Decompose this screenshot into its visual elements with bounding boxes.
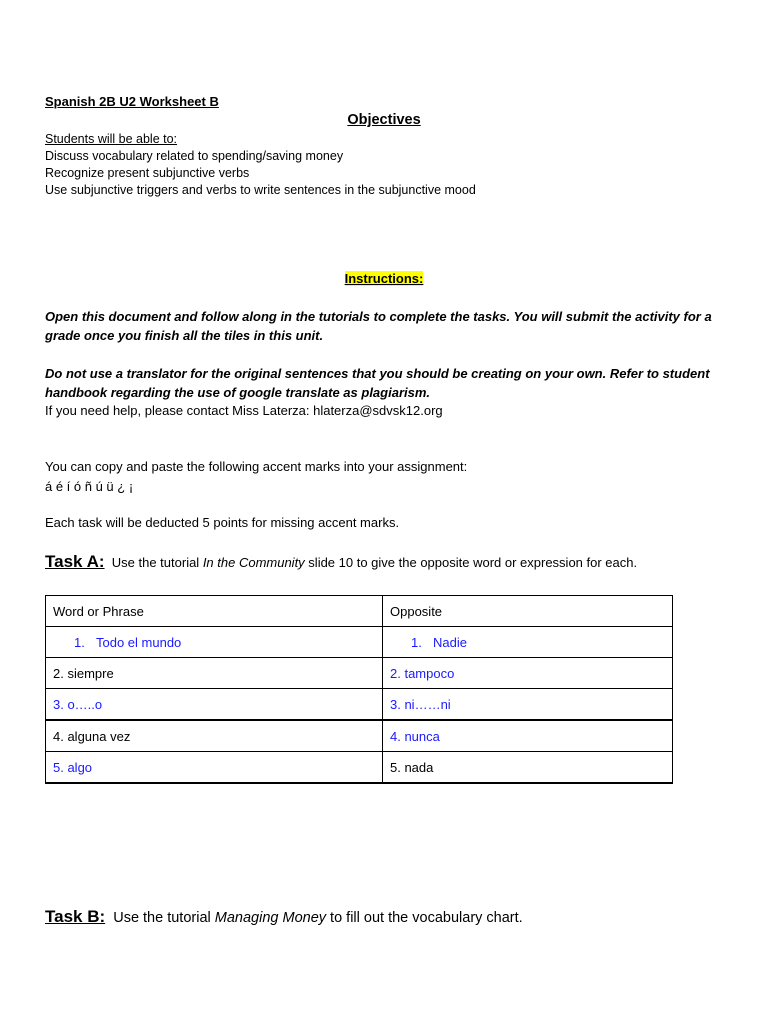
task-b-line [45,907,523,927]
worksheet-title: Spanish 2B U2 Worksheet B [45,94,219,109]
accent-marks: á é í ó ñ ú ü ¿ ¡ [45,479,134,494]
table-row [46,752,673,784]
instructions-heading-row [0,270,768,287]
objectives-heading: Objectives [347,112,421,128]
column-header-word: Word or Phrase [46,596,383,627]
word-cell[interactable]: 2. siempre [46,658,383,689]
table-row [46,627,673,658]
help-contact-line: If you need help, please contact Miss Laterza: hlaterza@sdvsk12.org [45,403,443,418]
opposite-cell[interactable]: 2. tampoco [383,658,673,689]
table-row [46,658,673,689]
opposite-text: Nadie [433,634,467,650]
objective-item: Recognize present subjunctive verbs [45,166,250,180]
table-row [46,689,673,721]
column-header-opposite: Opposite [383,596,673,627]
instructions-heading: Instructions: [344,271,424,286]
deduction-note: Each task will be deducted 5 points for missing accent marks. [45,515,400,530]
task-a-tutorial-name: In the Community [202,555,305,570]
objective-item: Use subjunctive triggers and verbs to write sentences in the subjunctive mood [45,183,476,197]
objectives-list [45,148,476,199]
opposite-cell[interactable]: 5. nada [383,752,673,784]
objective-item: Discuss vocabulary related to spending/saving money [45,149,344,163]
opposite-cell[interactable] [383,627,673,658]
task-a-label: Task A: [45,552,105,571]
list-number: 1. [411,634,422,650]
task-b-text-before: Use the tutorial [113,910,215,926]
students-able-label: Students will be able to: [45,132,178,146]
opposite-cell[interactable]: 3. ni……ni [383,689,673,721]
accent-copy-line: You can copy and paste the following accent marks into your assignment: [45,459,468,474]
task-b-tutorial-name: Managing Money [214,910,327,926]
list-number: 1. [74,634,85,650]
task-a-text-before: Use the tutorial [111,555,203,570]
word-cell[interactable] [46,627,383,658]
table-header-row [46,596,673,627]
word-text: Todo el mundo [96,634,182,650]
table-row [46,720,673,752]
word-cell[interactable]: 4. alguna vez [46,720,383,752]
task-b-text-after: to fill out the vocabulary chart. [326,910,523,926]
word-cell[interactable]: 3. o…..o [46,689,383,721]
instructions-paragraph-1: Open this document and follow along in the tutorials to complete the tasks. You will submit the activity for a grade once you finish all the tiles in this unit. [45,309,712,343]
word-cell[interactable]: 5. algo [46,752,383,784]
task-a-line [45,552,637,572]
task-b-label: Task B: [45,907,106,926]
task-a-text-after: slide 10 to give the opposite word or expression for each. [304,555,638,570]
opposite-cell[interactable]: 4. nunca [383,720,673,752]
instructions-paragraph-2: Do not use a translator for the original sentences that you should be creating on your own. Refer to student handbook regarding the use of google translate as plagiarism. [45,366,710,400]
opposites-table [45,595,673,784]
